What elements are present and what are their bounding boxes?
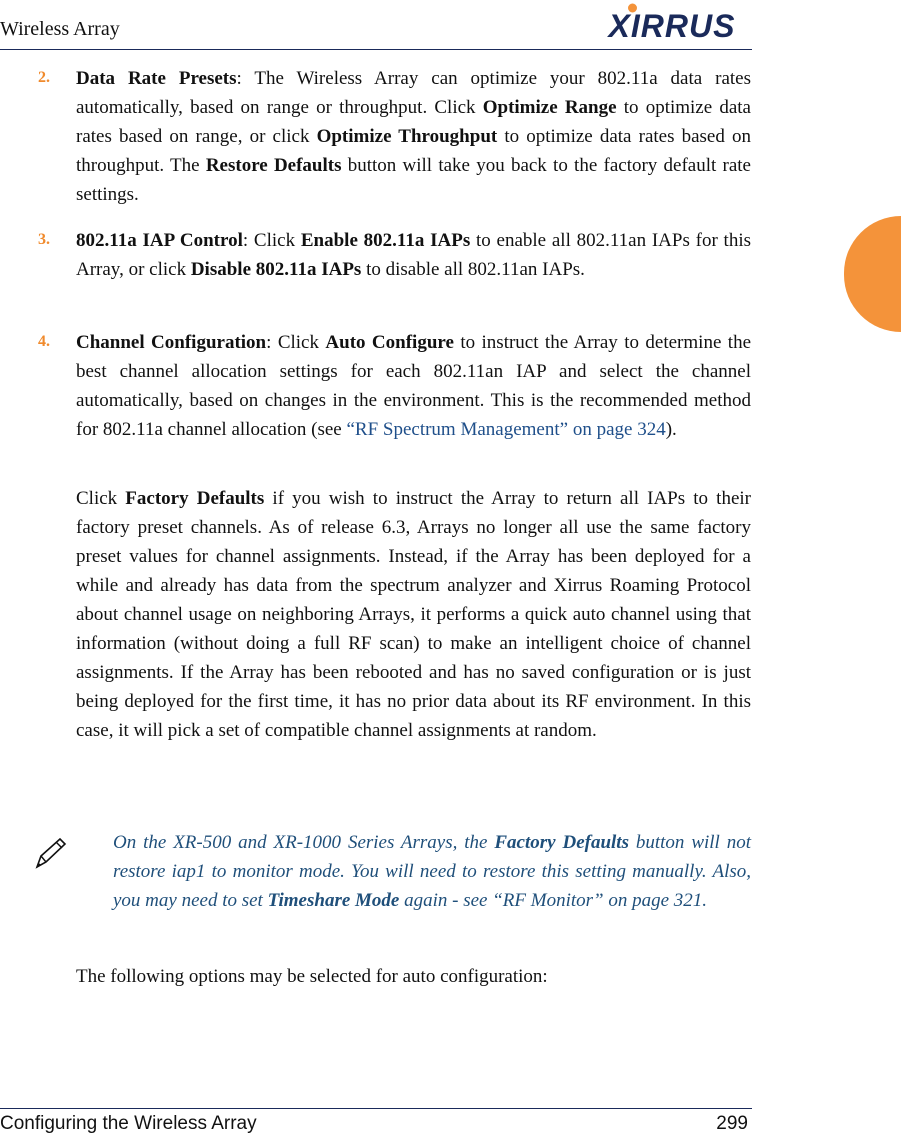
bold-term: Channel Configuration	[76, 332, 267, 353]
factory-defaults-paragraph	[76, 484, 751, 745]
bold-term: Disable 802.11a IAPs	[190, 259, 362, 280]
pencil-note-icon	[34, 836, 68, 870]
bold-term: 802.11a IAP Control	[76, 230, 243, 251]
item-channel-configuration	[76, 328, 751, 444]
bold-term: Enable 802.11a IAPs	[300, 230, 471, 251]
text-run: again - see “RF Monitor” on page 321.	[399, 890, 708, 911]
svg-text:XIRRUS: XIRRUS	[608, 8, 736, 42]
text-run: : The Wireless Array can optimize your 802.11a data rates automatically, based on range or throughput. Click	[76, 68, 751, 118]
page-header-title: Wireless Array	[0, 18, 120, 40]
bold-term: Data Rate Presets	[76, 68, 237, 89]
bold-term: Factory Defaults	[494, 832, 629, 853]
closing-paragraph: The following options may be selected for auto configuration:	[76, 966, 548, 987]
text-run: On the XR-500 and XR-1000 Series Arrays, the	[113, 832, 495, 853]
cross-reference-link[interactable]: “RF Spectrum Management” on page 324	[346, 419, 666, 440]
text-run: to optimize data rates based on throughput. The	[76, 126, 751, 176]
text-run: to optimize data rates based on range, or click	[76, 97, 751, 147]
text-run: button will take you back to the factory default rate settings.	[76, 155, 751, 205]
item-number: 2.	[38, 69, 50, 86]
note-callout	[113, 828, 751, 915]
item-number: 4.	[38, 333, 50, 350]
bold-term: Factory Defaults	[125, 488, 265, 509]
text-run: to enable all 802.11an IAPs for this Array, or click	[76, 230, 751, 280]
text-run: to instruct the Array to determine the best channel allocation settings for each 802.11an IAP and select the channel automatically, based on changes in the environment. This is the recommended method for 802.11a channel allocation (see	[76, 332, 752, 440]
text-run: to disable all 802.11an IAPs.	[361, 259, 585, 280]
footer-rule	[0, 1108, 752, 1109]
text-run: button will not restore iap1 to monitor mode. You will need to restore this setting manually. Also, you may need to set	[113, 832, 751, 911]
text-run: if you wish to instruct the Array to return all IAPs to their factory preset channels. As of release 6.3, Arrays no longer all use the same factory preset values for channel assignments. Instead, if the Array has been deployed for a while and already has data from the spectrum analyzer and Xirrus Roaming Protocol about channel usage on neighboring Arrays, it performs a quick auto channel using that information (without doing a full RF scan) to make an intelligent choice of channel assignments. If the Array has been rebooted and has no saved configuration or is just being deployed for the first time, it has no prior data about its RF environment. In this case, it will pick a set of compatible channel assignments at random.	[76, 488, 751, 741]
bold-term: Optimize Throughput	[316, 126, 498, 147]
section-tab-marker	[844, 216, 901, 332]
item-number: 3.	[38, 231, 50, 248]
page-number: 299	[716, 1113, 748, 1134]
text-run: : Click	[242, 230, 301, 251]
bold-term: Restore Defaults	[205, 155, 342, 176]
item-iap-control	[76, 226, 751, 284]
bold-term: Auto Configure	[325, 332, 454, 353]
header-rule	[0, 49, 752, 50]
text-run: ).	[665, 419, 677, 440]
text-run: Click	[76, 488, 126, 509]
footer-section-title: Configuring the Wireless Array	[0, 1113, 257, 1134]
text-run: : Click	[266, 332, 326, 353]
xirrus-logo	[596, 2, 748, 42]
bold-term: Optimize Range	[482, 97, 617, 118]
item-data-rate-presets	[76, 64, 751, 209]
bold-term: Timeshare Mode	[267, 890, 400, 911]
